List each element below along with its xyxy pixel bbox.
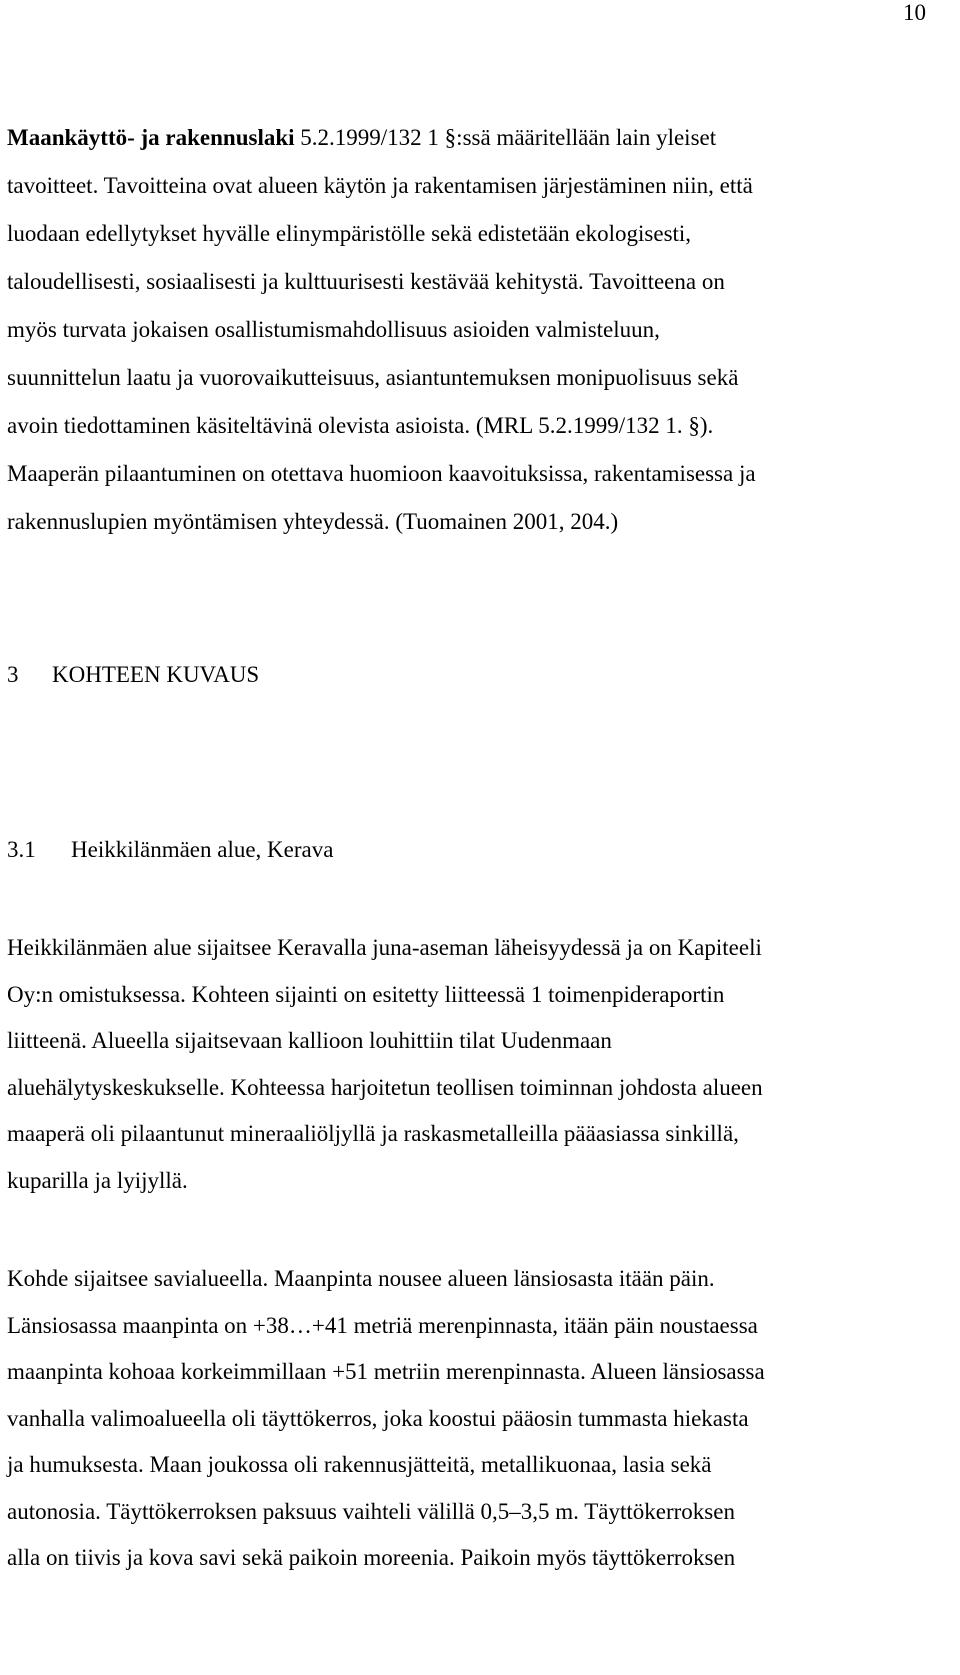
chapter-title: KOHTEEN KUVAUS xyxy=(52,662,260,687)
paragraph-line: Heikkilänmäen alue sijaitsee Keravalla juna-aseman läheisyydessä ja on Kapiteeli xyxy=(7,935,762,960)
paragraph-line: Maaperän pilaantuminen on otettava huomioon kaavoituksissa, rakentamisessa ja xyxy=(7,461,756,486)
chapter-number: 3 xyxy=(7,662,19,687)
paragraph-line xyxy=(7,114,937,162)
paragraph-line: maaperä oli pilaantunut mineraaliöljyllä ja raskasmetalleilla pääasiassa sinkillä, xyxy=(7,1121,739,1146)
soil-paragraph xyxy=(7,1256,937,1582)
paragraph-line-text: 5.2.1999/132 1 §:ssä määritellään lain yleiset xyxy=(294,125,717,150)
paragraph-line: tavoitteet. Tavoitteina ovat alueen käytön ja rakentamisen järjestäminen niin, että xyxy=(7,173,753,198)
paragraph-line: aluehälytyskeskukselle. Kohteessa harjoitetun teollisen toiminnan johdosta alueen xyxy=(7,1074,763,1100)
chapter-heading xyxy=(7,662,259,688)
paragraph-line: myös turvata jokaisen osallistumismahdollisuus asioiden valmisteluun, xyxy=(7,317,660,342)
paragraph-line: taloudellisesti, sosiaalisesti ja kulttuurisesti kestävää kehitystä. Tavoitteena on xyxy=(7,269,725,294)
paragraph-line: ja humuksesta. Maan joukossa oli rakennusjätteitä, metallikuonaa, lasia sekä xyxy=(7,1452,712,1477)
paragraph-line: Oy:n omistuksessa. Kohteen sijainti on esitetty liitteessä 1 toimenpideraportin xyxy=(7,981,725,1007)
paragraph-line: avoin tiedottaminen käsiteltävinä olevista asioista. (MRL 5.2.1999/132 1. §). xyxy=(7,413,714,438)
location-paragraph xyxy=(7,925,937,1204)
paragraph-line: vanhalla valimoalueella oli täyttökerros, joka koostui pääosin tummasta hiekasta xyxy=(7,1405,749,1431)
paragraph-line: maanpinta kohoaa korkeimmillaan +51 metriin merenpinnasta. Alueen länsiosassa xyxy=(7,1359,765,1384)
page-number: 10 xyxy=(903,0,926,25)
paragraph-line: Länsiosassa maanpinta on +38…+41 metriä merenpinnasta, itään päin noustaessa xyxy=(7,1312,758,1338)
paragraph-line: liitteenä. Alueella sijaitsevaan kallioon louhittiin tilat Uudenmaan xyxy=(7,1028,612,1053)
section-heading xyxy=(7,837,333,863)
paragraph-line: autonosia. Täyttökerroksen paksuus vaihteli välillä 0,5–3,5 m. Täyttökerroksen xyxy=(7,1498,735,1524)
section-number: 3.1 xyxy=(7,837,36,862)
paragraph-line: rakennuslupien myöntämisen yhteydessä. (Tuomainen 2001, 204.) xyxy=(7,509,619,534)
paragraph-line: suunnittelun laatu ja vuorovaikutteisuus, asiantuntemuksen monipuolisuus sekä xyxy=(7,365,739,390)
paragraph-line: alla on tiivis ja kova savi sekä paikoin moreenia. Paikoin myös täyttökerroksen xyxy=(7,1545,736,1570)
paragraph-line: kuparilla ja lyijyllä. xyxy=(7,1167,188,1193)
paragraph-line: luodaan edellytykset hyvälle elinympäristölle sekä edistetään ekologisesti, xyxy=(7,221,692,246)
paragraph-line: Kohde sijaitsee savialueella. Maanpinta nousee alueen länsiosasta itään päin. xyxy=(7,1266,715,1291)
section-title: Heikkilänmäen alue, Kerava xyxy=(71,837,334,862)
law-title: Maankäyttö- ja rakennuslaki xyxy=(7,125,295,150)
intro-paragraph xyxy=(7,114,937,546)
